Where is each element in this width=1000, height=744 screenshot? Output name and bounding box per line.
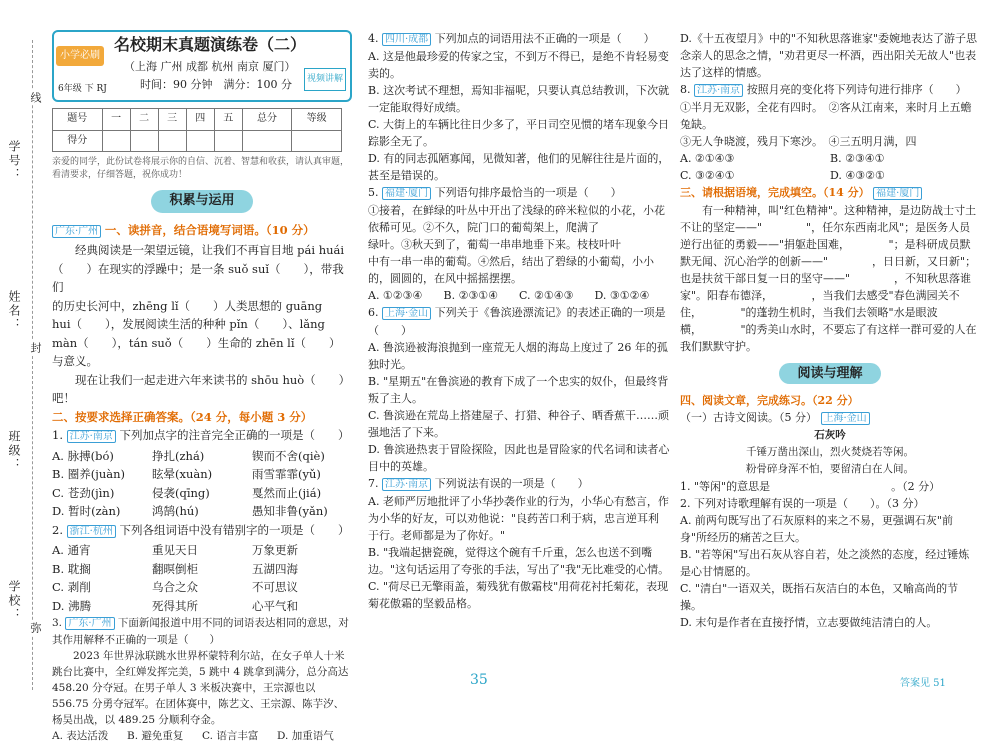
question-2-2: 2. 浙江·杭州 下列各组词语中没有错别字的一项是（ ） A. 通宵 重见天日 万象更新 B. 耽搁 翻暝倒柜 五湖四海 C. 剥削 乌合之众 不可思议 D. 沸腾 死得其所 心平气和 (52, 521, 352, 616)
text-line: 中有一串一串的葡萄。④然后，结出了碧绿的小葡萄，小小的，圆圆的，在风中摇摇摆摆。 (368, 255, 654, 285)
sub-question: 2. 下列对诗歌理解有误的一项是（ ）。（3 分） (680, 497, 925, 510)
column-right (680, 30, 980, 631)
score-input[interactable] (102, 130, 130, 152)
option-row[interactable]: C. 剥削 乌合之众 不可思议 (52, 580, 298, 594)
page-number: 35 (470, 672, 488, 688)
text-line: ③无人争晓渡，残月下寒沙。 ④三五明月满，四 (680, 135, 917, 148)
question-2-title: 二、按要求选择正确答案。（24 分，每小题 3 分） (52, 409, 313, 424)
option-row[interactable]: D. 沸腾 死得其所 心平气和 (52, 598, 298, 613)
score-input[interactable] (242, 130, 292, 152)
option[interactable]: B. 这次考试不理想，焉知非福呢，只要认真总结教训，下次就一定能取得好成绩。 (368, 84, 670, 114)
option[interactable]: D. 有的同志孤陋寡闻，见微知著，他们的见解往往是片面的，甚至是错误的。 (368, 152, 670, 182)
text-line: 经典阅读是一架望远镜，让我们不再盲目地 pái huái (75, 243, 345, 257)
line-word: 线 (29, 92, 42, 103)
brand-logo: 小学必刷卷 (56, 46, 104, 66)
score-cell: 四 (186, 109, 214, 131)
question-title: 一、读拼音，结合语境写词语。（10 分） (104, 222, 315, 237)
question-stem: 下列各组词语中没有错别字的一项是（ ） (119, 522, 350, 537)
part-title: （一）古诗文阅读。（5 分） (680, 411, 817, 424)
score-input[interactable] (130, 130, 158, 152)
title-banner (52, 30, 352, 102)
option-row[interactable]: C. 苍劲(jìn) 侵袭(qīng) 戛然而止(jiá) (52, 485, 322, 500)
sub-question[interactable]: 1. "等闲"的意思是 。（2 分） (680, 480, 941, 493)
text-line: hui（ ），发展阅读生活的种种 pǐn（ ）、lǎng (52, 317, 325, 331)
exam-title: 名校期末真题演练卷（二） (114, 35, 307, 54)
option[interactable]: D.《十五夜望月》中的"不知秋思落谁家"委婉地表达了游子思念亲人的思念之情，"劝君更尽一杯酒，西出阳关无故人"也表达了这样的情感。 (680, 32, 978, 79)
score-cell: 等级 (292, 109, 342, 131)
option[interactable]: A. 老师严厉地批评了小华抄袭作业的行为，小华心有愁言，作为小华的好友，可以劝他说："良药苦口利于病，忠言逆耳利于行。老师都是为了你好。" (368, 495, 669, 542)
exam-info: 时间：90 分钟 满分：100 分 (140, 78, 292, 91)
region-tag: 四川·成都 (382, 33, 431, 46)
question-1 (52, 221, 352, 408)
text-line: （ ）在现实的浮躁中；是一条 suǒ suǐ（ ），带我们 (52, 261, 344, 294)
score-cell: 一 (102, 109, 130, 131)
question-title: 三、请根据语境，完成填空。（14 分） (680, 186, 870, 199)
grade-label: 6年级 下 RJ (58, 84, 107, 94)
text-line: ①接着，在鲜绿的叶丛中开出了浅绿的碎米粒似的小花，小花依稀可见。②不久，院门口的葡萄架上，爬满了 (368, 204, 665, 234)
question-stem: 按照月亮的变化将下列诗句进行排序（ ） (746, 83, 967, 96)
region-tag: 广东·广州 (65, 617, 114, 630)
region-tag: 广东·广州 (52, 225, 101, 238)
region-tag: 江苏·南京 (382, 478, 431, 491)
question-title: 四、阅读文章，完成练习。（22 分） (680, 394, 859, 407)
option[interactable]: C. "清白"一语双关，既指石灰洁白的本色，又喻高尚的节操。 (680, 582, 959, 612)
region-tag: 浙江·杭州 (67, 525, 116, 538)
binding-margin (0, 0, 48, 712)
score-cell: 题号 (53, 109, 103, 131)
question-3 (680, 184, 980, 355)
score-cell: 得分 (53, 130, 103, 152)
score-cell: 总分 (242, 109, 292, 131)
question-stem: 下列加点字的注音完全正确的一项是（ ） (119, 428, 350, 442)
text-line: 现在让我们一起走进六年来读书的 shōu huò（ ）吧！ (52, 372, 351, 405)
seal-word: 封 (29, 342, 42, 353)
section-header-2 (680, 363, 980, 384)
option[interactable]: B. "星期五"在鲁滨逊的教育下成了一个忠实的奴仆，但最终背叛了主人。 (368, 375, 669, 405)
column-middle (368, 30, 670, 612)
answer-ref: 答案见 51 (900, 678, 946, 689)
option-row[interactable]: A. 脉搏(bó) 挣扎(zhá) 锲而不舍(qiè) (52, 448, 325, 463)
region-tag: 江苏·南京 (694, 84, 743, 97)
region-tag: 上海·金山 (382, 307, 431, 320)
school-label: 学校： (7, 580, 21, 622)
question-2-3: 3. 广东·广州 下面新闻报道中用不同的词语表达相同的意思，对其作用解释不正确的一项是（ ） 2023 年世界泳联跳水世界杯蒙特利尔站，在女子单人十米跳台比赛中，全红婵发挥完美，5 跳中 4 跳拿到满分，总分高达 458.20 分夺冠。在男子单人 3 米板决赛中，王宗源也以 556.75 分勇夺冠军。在团体赛中，陈艺文、王宗源、陈芋汐、杨昊出战，以 489.25 分顺利夺金。 A. 表达活泼 B. 避免重复 C. 语言丰富 D. 加重语气 (52, 615, 352, 744)
option-row[interactable]: A. 表达活泼 B. 避免重复 C. 语言丰富 D. 加重语气 (52, 730, 334, 742)
score-cell: 五 (214, 109, 242, 131)
question-2-1: 1. 江苏·南京 下列加点字的注音完全正确的一项是（ ） A. 脉搏(bó) 挣扎(zhá) 锲而不舍(qiè) B. 圈养(juàn) 眩晕(xuàn) 雨雪霏霏(yǔ) C. 苍劲(jìn) 侵袭(qīng) 戛然而止(jiá) D. 暂时(zàn) 鸿鹄(hú) 愚知非鲁(yǎn) (52, 426, 352, 521)
option-row[interactable]: A. ①②③④ B. ②③①④ C. ②①④③ D. ③①②④ (368, 289, 650, 302)
option[interactable]: C. "荷尽已无擎雨盖，菊残犹有傲霜枝"用荷花衬托菊花，表现菊花傲霜的坚毅品格。 (368, 580, 669, 610)
score-cell: 二 (130, 109, 158, 131)
fill-text: 有一种精神，叫"红色精神"。这种精神，是边防战士寸土不让的坚定——" "，任尔东西南北风"；是医务人员逆行出征的勇毅——"捐躯赴国难， "；是科研成员默默无闻、沉心治学的创新——" ，日日新，又日新"；也是扶贫干部日复一日的坚守——" ，不知秋思落谁家"。阳春布德泽， ，当我们去感受"春色满园关不住， "的蓬勃生机时，当我们去领略"水是眼波横， "的秀美山水时，不要忘了有这样一群可爱的人在我们默默守护。 (680, 204, 977, 353)
id-label: 学号： (7, 140, 21, 182)
text-line: 的历史长河中，zhēng lǐ（ ）人类思想的 guāng (52, 298, 323, 313)
question-stem: 下列语句排序最恰当的一项是（ ） (434, 186, 622, 199)
option[interactable]: A. 前两句既写出了石灰原料的来之不易，更强调石灰"前身"所经历的痛苦之巨大。 (680, 514, 953, 544)
score-cell: 三 (158, 109, 186, 131)
question-stem: 下列说法有误的一项是（ ） (434, 477, 589, 490)
option-row[interactable]: B. 耽搁 翻暝倒柜 五湖四海 (52, 561, 298, 576)
score-input[interactable] (158, 130, 186, 152)
cut-line (32, 40, 33, 690)
close-word: 弥 (29, 622, 42, 633)
text-line: ①半月无双影，全花有四时。 ②客从江南来，来时月上五蟾兔缺。 (680, 101, 972, 131)
question-4 (680, 392, 980, 631)
news-text: 2023 年世界泳联跳水世界杯蒙特利尔站，在女子单人十米跳台比赛中，全红婵发挥完美，5 跳中 4 跳拿到满分，总分高达 458.20 分夺冠。在男子单人 3 米板决赛中，王宗源也以 556.75 分勇夺冠军。在团体赛中，陈艺文、王宗源、陈芋汐、杨昊出战，以 489.25 分顺利夺金。 (52, 650, 349, 726)
column-left (52, 30, 352, 744)
option[interactable]: C. 大街上的车辆比往日少多了，平日司空见惯的堵车现象今日踪影全无了。 (368, 118, 670, 148)
option-row[interactable]: A. ②①④③ B. ②③④① (680, 152, 885, 165)
option-row[interactable]: B. 圈养(juàn) 眩晕(xuàn) 雨雪霏霏(yǔ) (52, 467, 321, 481)
section-title: 阅读与理解 (779, 363, 880, 384)
option-row[interactable]: C. ③②④① D. ④③②① (680, 169, 885, 182)
question-2-4: 4. 四川·成都 下列加点的词语用法不正确的一项是（ ） A. 这是他最珍爱的传家之宝，不到万不得已，是绝不肯轻易变卖的。 B. 这次考试不理想，焉知非福呢，只要认真总结教训，下次就一定能取得好成绩。 C. 大街上的车辆比往日少多了，平日司空见惯的堵车现象今日踪影全无了。 D. 有的同志孤陋寡闻，见微知著，他们的见解往往是片面的，甚至是错误的。 (368, 32, 670, 182)
score-header-row (53, 109, 342, 131)
name-label: 姓名： (7, 290, 21, 332)
question-stem: 下列加点的词语用法不正确的一项是（ ） (434, 32, 655, 45)
option[interactable]: D. 鲁滨逊热衷于冒险探险，因此也是冒险家的代名词和读者心目中的英雄。 (368, 443, 670, 473)
option[interactable]: B. "我端起搪瓷碗，觉得这个碗有千斤重，怎么也送不到嘴边。"这句话运用了夸张的手法，写出了"我"无比难受的心情。 (368, 546, 670, 576)
poem-line: 粉骨碎身浑不怕，要留清白在人间。 (746, 463, 914, 475)
score-table (52, 108, 342, 152)
score-input[interactable] (292, 130, 342, 152)
poem-line: 千锤万凿出深山，烈火焚烧若等闲。 (746, 446, 914, 458)
exam-regions: （上海 广州 成都 杭州 南京 厦门） (124, 60, 296, 73)
option[interactable]: A. 鲁滨逊被海浪抛到一座荒无人烟的海岛上度过了 26 年的孤独时光。 (368, 341, 668, 371)
class-label: 班级： (7, 430, 21, 472)
question-stem: 下列关于《鲁滨逊漂流记》的表述正确的一项是（ ） (368, 306, 666, 337)
score-input[interactable] (214, 130, 242, 152)
region-tag: 江苏·南京 (67, 430, 116, 443)
question-stem: 下面新闻报道中用不同的词语表达相同的意思，对其作用解释不正确的一项是（ ） (52, 617, 349, 646)
option[interactable]: C. 鲁滨逊在荒岛上搭建屋子、打猎、种谷子、晒香蕉干……顽强地活了下来。 (368, 409, 670, 439)
poem-title: 石灰吟 (814, 429, 846, 441)
region-tag: 上海·金山 (821, 412, 870, 425)
score-input[interactable] (186, 130, 214, 152)
option-row[interactable]: A. 通宵 重见天日 万象更新 (52, 543, 298, 557)
option-row[interactable]: D. 暂时(zàn) 鸿鹄(hú) 愚知非鲁(yǎn) (52, 504, 328, 518)
option[interactable]: A. 这是他最珍爱的传家之宝，不到万不得已，是绝不肯轻易变卖的。 (368, 50, 669, 80)
text-line: màn（ ），tán suǒ（ ）生命的 zhēn lǐ（ ）与意义。 (52, 335, 341, 368)
option[interactable]: B. "若等闲"写出石灰从容自若，处之淡然的态度，经过锤炼是心甘情愿的。 (680, 548, 970, 578)
intro-text: 亲爱的同学，此份试卷将展示你的自信、沉着、智慧和收获，请认真审题，看清要求，仔细答题，祝你成功！ (52, 157, 350, 180)
score-input-row (53, 130, 342, 152)
section-title: 积累与运用 (151, 190, 252, 213)
question-2-5: 5. 福建·厦门 下列语句排序最恰当的一项是（ ） ①接着，在鲜绿的叶丛中开出了浅绿的碎米粒似的小花，小花依稀可见。②不久，院门口的葡萄架上，爬满了 绿叶。③秋天到了，葡萄一串串地垂下来。枝枝叶叶 中有一串一串的葡萄。④然后，结出了碧绿的小葡萄，小小的，圆圆的，在风中摇摇摆摆。 A. ①②③④ B. ②③①④ C. ②①④③ D. ③①②④ (368, 184, 670, 304)
text-line: 绿叶。③秋天到了，葡萄一串串地垂下来。枝枝叶叶 (368, 238, 621, 251)
region-tag: 福建·厦门 (873, 187, 922, 200)
section-header-1 (52, 190, 352, 213)
region-tag: 福建·厦门 (382, 187, 431, 200)
video-button[interactable]: 视频讲解 (304, 68, 346, 91)
question-2-7: 7. 江苏·南京 下列说法有误的一项是（ ） A. 老师严厉地批评了小华抄袭作业的行为，小华心有愁言，作为小华的好友，可以劝他说："良药苦口利于病，忠言逆耳利于行。老师都是为了你好。" B. "我端起搪瓷碗，觉得这个碗有千斤重，怎么也送不到嘴边。"这句话运用了夸张的手法，写出了"我"无比难受的心情。 C. "荷尽已无擎雨盖，菊残犹有傲霜枝"用荷花衬托菊花，表现菊花傲霜的坚毅品格。 (368, 477, 670, 610)
question-2-6: 6. 上海·金山 下列关于《鲁滨逊漂流记》的表述正确的一项是（ ） A. 鲁滨逊被海浪抛到一座荒无人烟的海岛上度过了 26 年的孤独时光。 B. "星期五"在鲁滨逊的教育下成了一个忠实的奴仆，但最终背叛了主人。 C. 鲁滨逊在荒岛上搭建屋子、打猎、种谷子、晒香蕉干……顽强地活了下来。 D. 鲁滨逊热衷于冒险探险，因此也是冒险家的代名词和读者心目中的英雄。 (368, 306, 670, 473)
option[interactable]: D. 末句是作者在直接抒情，立志要做纯洁清白的人。 (680, 616, 938, 629)
question-2-8: 8. 江苏·南京 按照月亮的变化将下列诗句进行排序（ ） ①半月无双影，全花有四时。 ②客从江南来，来时月上五蟾兔缺。 ③无人争晓渡，残月下寒沙。 ④三五明月满，四 A. ②①④③ B. ②③④① C. ③②④① D. ④③②① (680, 81, 980, 184)
